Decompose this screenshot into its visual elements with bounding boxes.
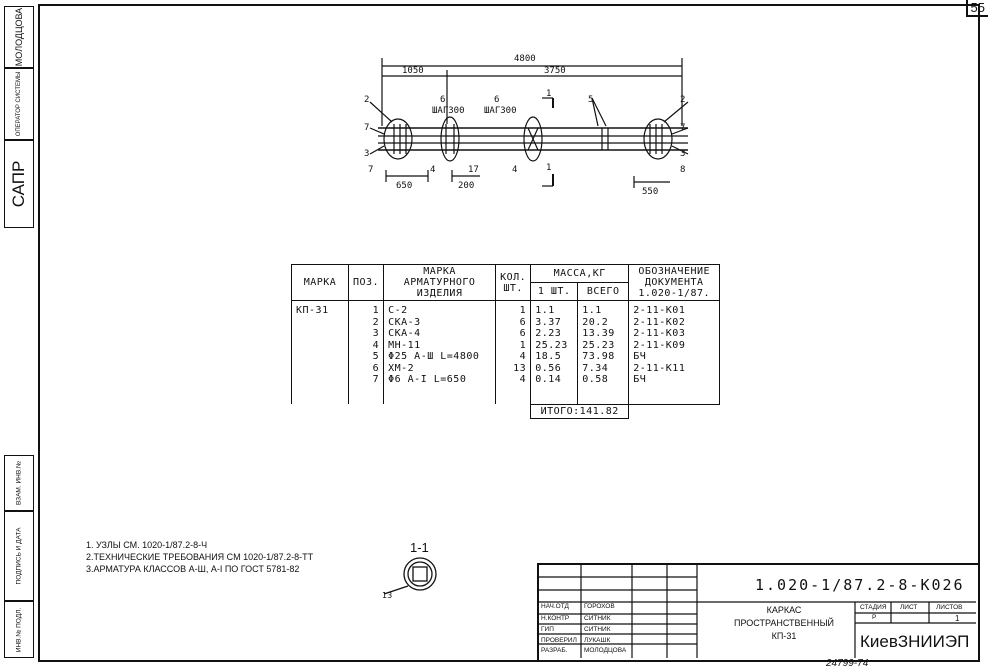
row-mass-one: 0.14 [535,374,562,385]
step-right: ШАГ300 [484,106,517,116]
sheets-value: 1 [955,614,960,623]
dim-bottom-650: 650 [396,181,413,191]
row-qty: 4 [519,351,527,362]
title-line: КАРКАС [766,605,802,615]
pos-7-left-bottom: 7 [368,165,374,175]
organization-name: КиевЗНИИЭП [860,632,970,651]
pos-2-left: 2 [364,95,370,105]
row-pos: 2 [372,316,380,328]
total-spacer [384,404,496,418]
sidebar-sapr [4,140,34,228]
total-spacer [496,404,531,418]
note-item: 3.АРМАТУРА КЛАССОВ А-Ш, А-I ПО ГОСТ 5781-82 [86,564,300,574]
specification-table [291,264,720,419]
notes-block [86,539,313,575]
header-mass: МАССА,КГ [531,265,629,283]
section-mark-top: 1 [546,89,552,99]
header-mass-total: ВСЕГО [578,283,629,301]
row-item: МН-11 [388,339,421,351]
sidebar-operator-name [4,6,34,68]
row-item: Φ6 А-I L=650 [388,374,467,385]
pos-17: 17 [468,165,479,175]
step-left: ШАГ300 [432,106,465,116]
row-mass-one: 25.23 [535,339,568,351]
archive-code: 24799-74 [826,658,869,669]
role-label: РАЗРАБ. [541,647,568,654]
total-spacer [349,404,384,418]
total-doc-empty [629,404,720,418]
row-pos: 4 [372,339,380,351]
dim-left: 1050 [402,66,424,76]
row-doc: 2-11-К01 [633,305,686,316]
sidebar-original-inv [4,601,34,658]
role-label: ГИП [541,626,554,633]
row-mass-total: 13.39 [582,328,615,339]
row-item: С-2 [388,305,408,316]
dim-bottom-200: 200 [458,181,475,191]
person-name: СИТНИК [584,615,611,622]
row-mass-one: 0.56 [535,362,562,374]
section-drawing [370,552,460,602]
row-qty: 1 [519,305,527,316]
pos-3-right: 3 [680,149,686,159]
row-item: Φ25 А-Ш L=4800 [388,351,480,362]
row-mass-total: 25.23 [582,339,615,351]
dim-bottom-550: 550 [642,187,659,197]
section-mark-bottom: 1 [546,163,552,173]
col-pos [349,301,384,405]
note-item: 1. УЗЛЫ СМ. 1020-1/87.2-8-Ч [86,540,208,550]
row-mass-total: 7.34 [582,362,609,374]
row-pos: 6 [372,362,380,374]
cell-mark-value: КП-31 [292,301,349,405]
person-name: ГОРОХОВ [584,603,615,610]
pos-4-left: 4 [430,165,436,175]
pos-5: 5 [588,95,594,105]
pos-4-middle: 4 [512,165,518,175]
row-mass-total: 20.2 [582,316,609,328]
header-item: МАРКА АРМАТУРНОГО ИЗДЕЛИЯ [384,265,496,301]
title-line: КП-31 [771,631,797,641]
row-item: СКА-4 [388,328,421,339]
total-mass: ИТОГО:141.82 [531,404,629,418]
header-pos: ПОЗ. [349,265,384,301]
person-name: СИТНИК [584,626,611,633]
row-qty: 6 [519,316,527,328]
row-pos: 3 [372,328,380,339]
row-item: СКА-3 [388,316,421,328]
total-spacer [292,404,349,418]
header-mass-one: 1 ШТ. [531,283,578,301]
row-qty: 1 [519,339,527,351]
stage-value: Р [872,614,877,621]
col-doc [629,301,720,405]
sheet-label: ЛИСТ [900,604,918,611]
col-item [384,301,496,405]
row-qty: 13 [513,362,527,374]
role-label: НАЧ.ОТД [541,603,569,610]
row-doc: БЧ [633,351,647,362]
sidebar-operator-label: ОПЕРАТОР СИСТЕМЫ [16,71,22,137]
sidebar-operator-name-label: МОЛОДЦОВА [14,7,24,67]
row-doc: 2-11-К11 [633,362,686,374]
sheet-number: 55 [966,0,988,17]
sidebar-operator [4,68,34,140]
drawing-title [714,604,854,643]
pos-6-right: 6 [494,95,500,105]
col-qty [496,301,531,405]
person-name: ЛУКАШК [584,637,611,644]
section-pos-label: 13 [382,591,393,600]
role-label: Н.КОНТР [541,615,570,622]
row-doc: 2-11-К02 [633,316,686,328]
pos-3-left: 3 [364,149,370,159]
col-mass-one [531,301,578,405]
dim-right: 3750 [544,66,566,76]
row-doc: БЧ [633,374,647,385]
sidebar-sign-date [4,511,34,601]
pos-6-left: 6 [440,95,446,105]
title-line: ПРОСТРАНСТВЕННЫЙ [733,618,834,628]
row-mass-one: 18.5 [535,351,562,362]
sidebar-replace-inv [4,455,34,511]
row-mass-one: 1.1 [535,305,555,316]
pos-8-right: 8 [680,165,686,175]
pos-7-right: 7 [680,123,686,133]
row-mass-total: 73.98 [582,351,615,362]
row-pos: 1 [372,305,380,316]
header-doc: ОБОЗНАЧЕНИЕ ДОКУМЕНТА 1.020-1/87. [629,265,720,301]
row-pos: 7 [372,374,380,385]
row-qty: 4 [519,374,527,385]
pos-2-right: 2 [680,95,686,105]
dim-total: 4800 [514,54,536,64]
row-qty: 6 [519,328,527,339]
row-doc: 2-11-К09 [633,339,686,351]
stage-label: СТАДИЯ [860,604,887,611]
sheets-label: ЛИСТОВ [936,604,963,611]
person-name: МОЛОДЦОВА [584,647,627,654]
row-mass-total: 0.58 [582,374,609,385]
document-number: 1.020-1/87.2-8-К026 [755,576,965,594]
section-title: 1-1 [410,540,429,555]
header-mark: МАРКА [292,265,349,301]
note-item: 2.ТЕХНИЧЕСКИЕ ТРЕБОВАНИЯ СМ 1020-1/87.2-8-ТТ [86,552,314,562]
sidebar-original-inv-label: ИНВ.№ ПОДЛ. [15,607,23,652]
sidebar-sapr-label: САПР [9,160,28,208]
role-label: ПРОВЕРИЛ [541,637,577,644]
row-doc: 2-11-К03 [633,328,686,339]
header-qty: КОЛ. ШТ. [496,265,531,301]
row-mass-total: 1.1 [582,305,602,316]
pos-7-left: 7 [364,123,370,133]
row-item: ХМ-2 [388,362,415,374]
col-mass-total [578,301,629,405]
frame-elevation-drawing [350,46,710,206]
row-mass-one: 3.37 [535,316,562,328]
row-mass-one: 2.23 [535,328,562,339]
row-pos: 5 [372,351,380,362]
sidebar-sign-date-label: ПОДПИСЬ И ДАТА [15,527,23,585]
sidebar-replace-inv-label: ВЗАМ. ИНВ.№ [15,461,23,505]
